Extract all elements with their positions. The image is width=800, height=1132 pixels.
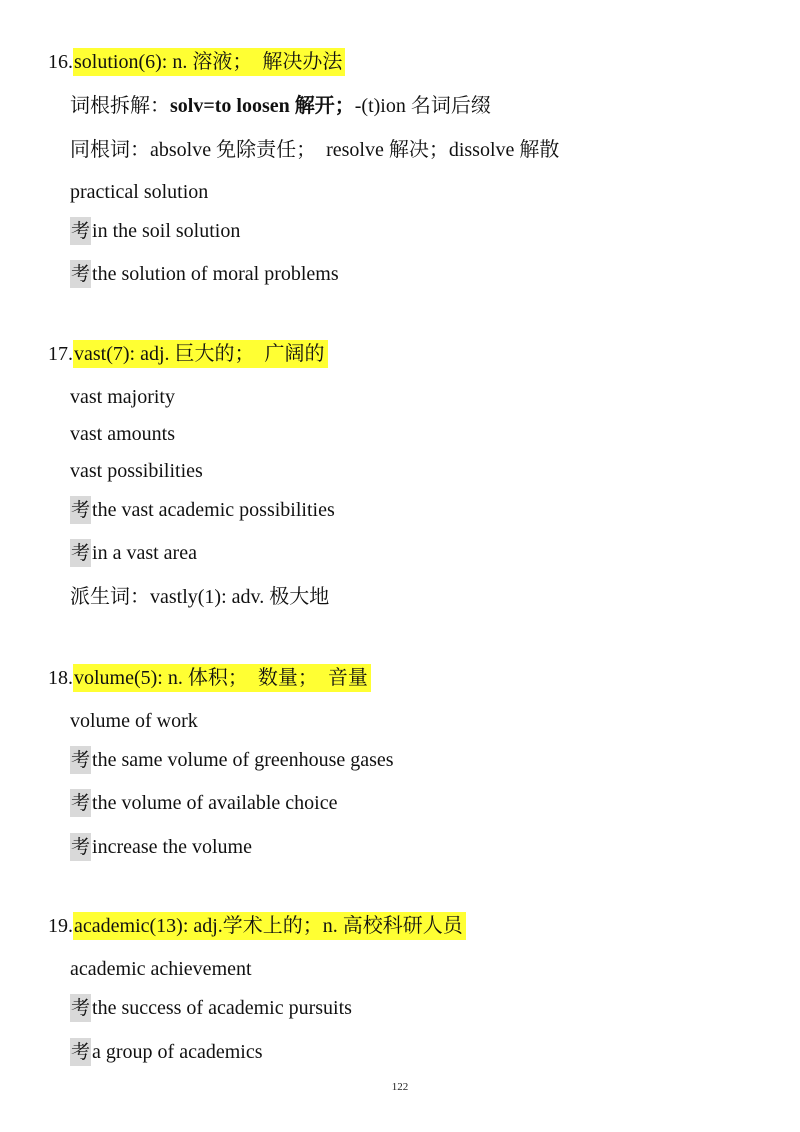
- exam-mark: 考: [70, 496, 91, 524]
- exam-mark: 考: [70, 833, 91, 861]
- etymology-prefix: 词根拆解：: [70, 95, 170, 117]
- exam-example-text: the vast academic possibilities: [92, 499, 335, 521]
- exam-example-line: [70, 1038, 263, 1066]
- phrase-line: vast possibilities: [70, 460, 203, 482]
- exam-mark: 考: [70, 789, 91, 817]
- etymology-suffix: -(t)ion 名词后缀: [354, 95, 491, 117]
- exam-example-line: [70, 260, 339, 288]
- exam-example-text: the success of academic pursuits: [92, 997, 352, 1019]
- exam-example-line: [70, 746, 394, 774]
- entry-heading: [48, 340, 328, 368]
- exam-mark: 考: [70, 539, 91, 567]
- exam-example-line: [70, 833, 252, 861]
- entry-heading: [48, 48, 345, 76]
- exam-example-line: [70, 994, 352, 1022]
- exam-example-line: [70, 217, 240, 245]
- exam-mark: 考: [70, 746, 91, 774]
- page-number: 122: [391, 1081, 409, 1093]
- phrase-line: academic achievement: [70, 958, 252, 980]
- headword-highlight: solution(6): n. 溶液； 解决办法: [73, 48, 345, 76]
- exam-example-text: a group of academics: [92, 1041, 263, 1063]
- phrase-line: practical solution: [70, 181, 209, 203]
- entry-number: 17.: [48, 343, 73, 365]
- derivative-line: 派生词：vastly(1): adv. 极大地: [70, 586, 330, 608]
- entry-number: 16.: [48, 51, 73, 73]
- phrase-line: vast amounts: [70, 423, 175, 445]
- exam-mark: 考: [70, 1038, 91, 1066]
- exam-example-text: the solution of moral problems: [92, 263, 339, 285]
- exam-mark: 考: [70, 260, 91, 288]
- entry-number: 19.: [48, 915, 73, 937]
- phrase-line: vast majority: [70, 386, 175, 408]
- exam-example-text: in the soil solution: [92, 220, 241, 242]
- cognates-line: 同根词：absolve 免除责任； resolve 解决；dissolve 解散: [70, 139, 560, 161]
- phrase-line: volume of work: [70, 710, 198, 732]
- exam-example-text: in a vast area: [92, 542, 197, 564]
- etymology-root: solv=to loosen 解开；: [170, 95, 355, 117]
- exam-example-text: the same volume of greenhouse gases: [92, 749, 394, 771]
- exam-example-text: the volume of available choice: [92, 792, 338, 814]
- entry-number: 18.: [48, 667, 73, 689]
- headword-highlight: academic(13): adj.学术上的；n. 高校科研人员: [73, 912, 466, 940]
- exam-mark: 考: [70, 994, 91, 1022]
- exam-example-line: [70, 539, 197, 567]
- exam-mark: 考: [70, 217, 91, 245]
- headword-highlight: volume(5): n. 体积； 数量； 音量: [73, 664, 371, 692]
- entry-heading: [48, 912, 466, 940]
- headword-highlight: vast(7): adj. 巨大的； 广阔的: [73, 340, 328, 368]
- exam-example-line: [70, 789, 337, 817]
- entry-heading: [48, 664, 371, 692]
- etymology-line: [70, 92, 491, 120]
- exam-example-line: [70, 496, 335, 524]
- exam-example-text: increase the volume: [92, 836, 252, 858]
